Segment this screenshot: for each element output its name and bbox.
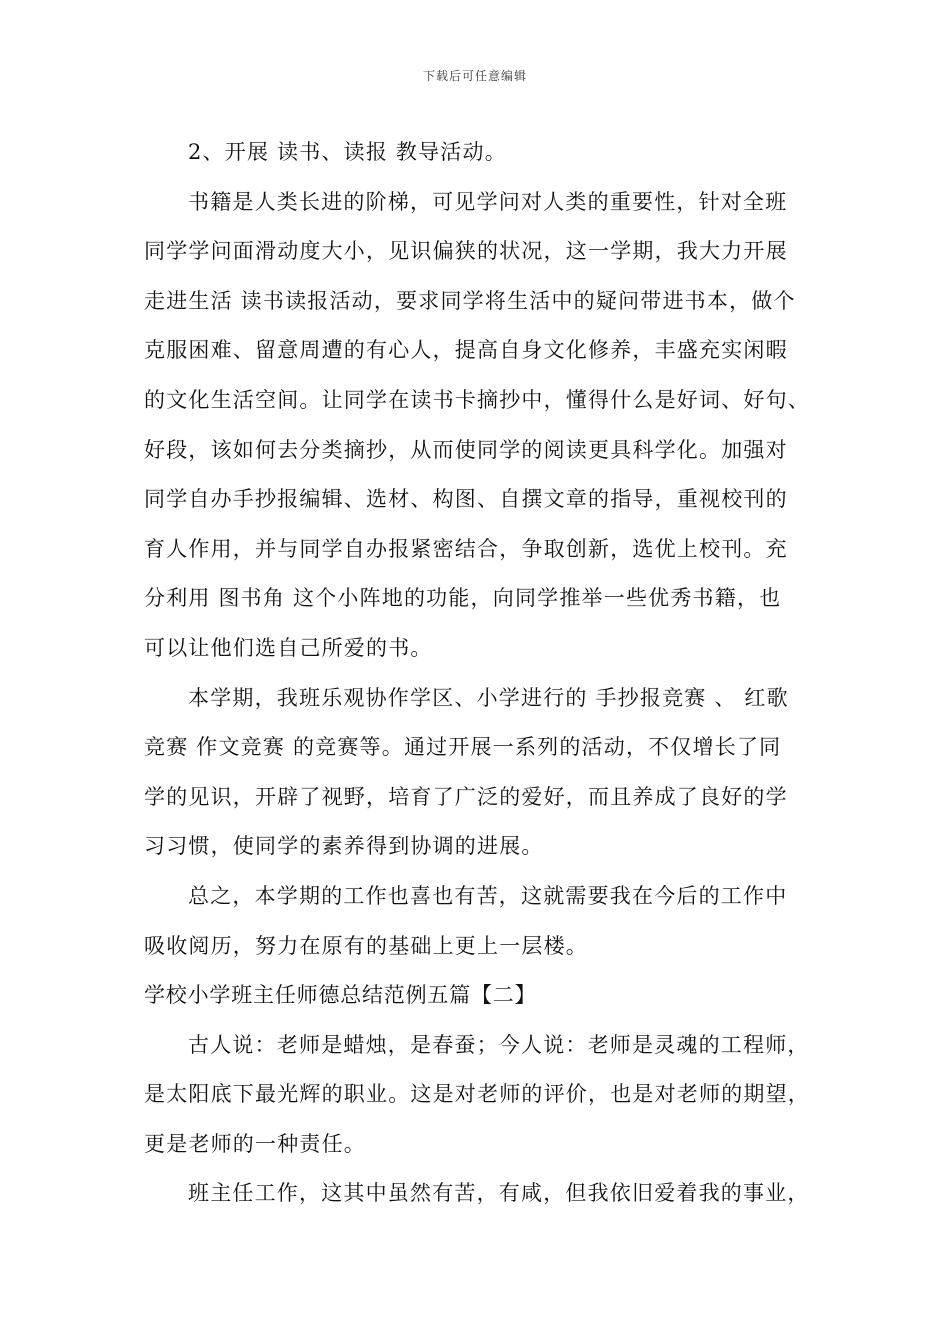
- section-heading: 学校小学班主任师德总结范例五篇【二】: [144, 983, 537, 1008]
- text-line: 总之，本学期的工作也喜也有苦，这就需要我在今后的工作中: [188, 883, 788, 908]
- text-line: 克服困难、留意周遭的有心人，提高自身文化修养，丰盛充实闲暇: [144, 338, 788, 363]
- text-line: 同学自办手抄报编辑、选材、构图、自撰文章的指导，重视校刊的: [144, 487, 788, 512]
- text-line: 分利用 图书角 这个小阵地的功能，向同学推举一些优秀书籍，也: [144, 586, 782, 611]
- text-line: 好段，该如何去分类摘抄，从而使同学的阅读更具科学化。加强对: [144, 437, 788, 462]
- text-line: 吸收阅历，努力在原有的基础上更上一层楼。: [144, 933, 588, 958]
- text-line: 竞赛 作文竞赛 的竞赛等。通过开展一系列的活动，不仅增长了同: [144, 735, 782, 760]
- document-body: [144, 128, 824, 1219]
- text-line: 育人作用，并与同学自办报紧密结合，争取创新，选优上校刊。充: [144, 536, 788, 561]
- text-line: 可以让他们选自己所爱的书。: [144, 635, 433, 660]
- text-line: 班主任工作，这其中虽然有苦，有咸，但我依旧爱着我的事业，: [188, 1181, 810, 1206]
- text-line: 学的见识，开辟了视野，培育了广泛的爱好，而且养成了良好的学: [144, 784, 788, 809]
- text-line: 书籍是人类长进的阶梯，可见学问对人类的重要性，针对全班: [188, 189, 788, 214]
- text-line: 2、开展 读书、读报 教导活动。: [188, 140, 507, 164]
- text-line: 的文化生活空间。让同学在读书卡摘抄中，懂得什么是好词、好句、: [144, 387, 810, 412]
- text-line: 同学学问面滑动度大小，见识偏狭的状况，这一学期，我大力开展: [144, 239, 788, 264]
- text-line: 是太阳底下最光辉的职业。这是对老师的评价，也是对老师的期望，: [144, 1082, 810, 1107]
- text-line: 习习惯，使同学的素养得到协调的进展。: [144, 834, 544, 859]
- text-line: 更是老师的一种责任。: [144, 1131, 366, 1156]
- page-header: 下载后可任意编辑: [422, 69, 527, 83]
- text-line: 古人说：老师是蜡烛，是春蚕；今人说：老师是灵魂的工程师，: [188, 1032, 810, 1057]
- text-line: 本学期，我班乐观协作学区、小学进行的 手抄报竞赛 、 红歌: [188, 685, 789, 710]
- text-line: 走进生活 读书读报活动，要求同学将生活中的疑问带进书本，做个: [144, 288, 796, 313]
